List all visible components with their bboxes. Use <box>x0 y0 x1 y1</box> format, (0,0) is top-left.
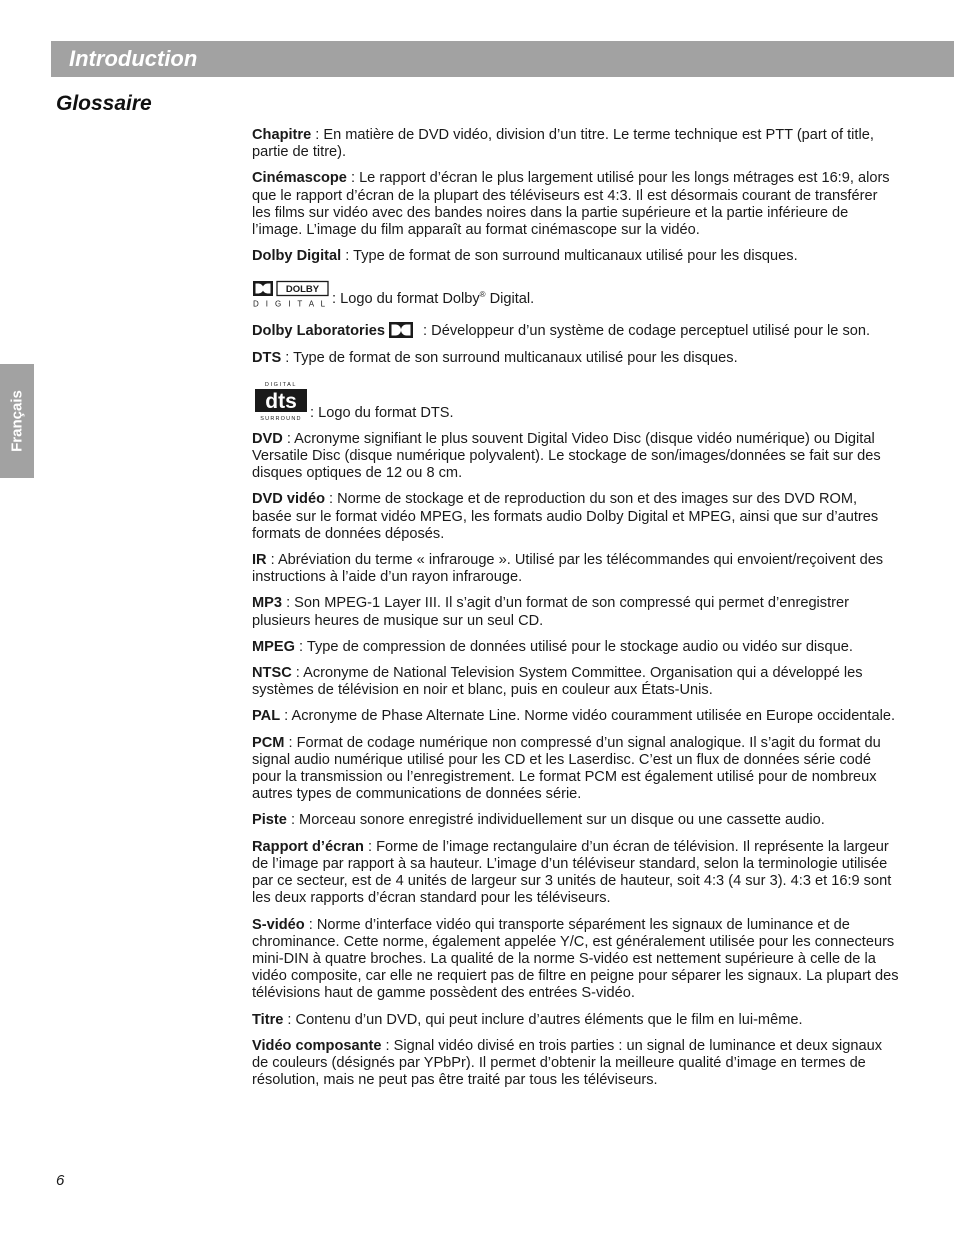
dolby-logo-word: DOLBY <box>285 284 320 296</box>
glossary-definition: : Type de format de son surround multicanaux utilisé pour les disques. <box>341 248 798 265</box>
glossary-definition: : Norme de stockage et de reproduction du son et des images sur des DVD ROM, basée sur le format vidéo MPEG, les formats audio Dolby Digital et MPEG, ainsi que sur d’autres formats de données déposés. <box>252 491 879 542</box>
glossary-term: MPEG <box>252 638 295 655</box>
glossary-definition: : Le rapport d’écran le plus largement utilisé pour les longs métrages est 16:9, alors que le rapport d’écran de la plupart des téléviseurs est 4:3. Il est désormais courant de transférer les films sur vidéo avec des bandes noires dans la partie supérieure et la partie inférieure de l’image. L’image du film apparaît au format cinémascope sur la vidéo. <box>252 170 890 239</box>
glossary-entry-ir <box>252 552 900 586</box>
dolby-logo-digital: D I G I T A L <box>253 299 328 309</box>
glossary-term: PAL <box>252 708 281 725</box>
glossary-term: Rapport d’écran <box>252 838 364 855</box>
glossary-definition: : Norme d’interface vidéo qui transporte séparément les signaux de luminance et de chrominance. Cette norme, également appelée Y/C, est généralement utilisée pour les connecteurs mini-DIN à quatre broches. La qualité de la norme S-vidéo est nettement supérieure à celle de la vidéo composite, car elle ne requiert pas de filtre en peigne pour séparer les signaux. La plupart des télévisions haut de gamme possèdent des entrées S-vidéo. <box>252 916 899 1002</box>
glossary-entry-dolby-digital <box>252 248 900 265</box>
glossary-definition: : Format de codage numérique non compressé d’un signal analogique. Il s’agit du format du signal audio numérique utilisé pour les CD et les Laserdisc. C’est un flux de données série codé pour la transmission ou l’enregistrement. Le format PCM est également utilisé pour de nombreux autres types de communications de données série. <box>252 734 881 803</box>
glossary-entry-mpeg <box>252 639 900 656</box>
glossary-entry-ntsc <box>252 665 900 699</box>
glossary-definition: : Abréviation du terme « infrarouge ». Utilisé par les télécommandes qui envoient/reçoivent des instructions à l’aide d’un rayon infrarouge. <box>252 552 884 586</box>
glossary-term: NTSC <box>252 665 292 682</box>
glossary-term: DVD vidéo <box>252 491 325 508</box>
glossary-definition: : Développeur d’un système de codage perceptuel utilisé pour le son. <box>419 323 871 340</box>
section-title: Introduction <box>69 46 198 71</box>
glossary-entry-chapitre <box>252 127 900 161</box>
dolby-double-d-icon <box>389 322 413 338</box>
glossary-term: Dolby Digital <box>252 248 342 265</box>
dts-logo <box>252 380 310 422</box>
dts-logo-word: dts <box>265 389 297 413</box>
glossary-entry-pal <box>252 708 900 725</box>
glossary-term: Piste <box>252 812 287 829</box>
glossary-definition: : Type de format de son surround multicanaux utilisé pour les disques. <box>281 349 738 366</box>
language-tab-label: Français <box>8 390 26 452</box>
page-title: Glossaire <box>56 92 152 115</box>
section-header-bar <box>51 41 954 77</box>
glossary-term: PCM <box>252 734 285 751</box>
glossary-term: Cinémascope <box>252 170 347 187</box>
dolby-logo-caption: : Logo du format Dolby® Digital. <box>332 290 535 308</box>
glossary-term: MP3 <box>252 595 283 612</box>
glossary-term: Vidéo composante <box>252 1037 382 1054</box>
glossary-definition: : Forme de l’image rectangulaire d’un écran de télévision. Il représente la largeur de l’image par rapport à sa hauteur. L’image d’un téléviseur standard, selon la terminologie utilisée par ce secteur, est de 4 unités de largeur sur 3 unités de hauteur, soit 4:3 (4 sur 3). 4:3 et 16:9 sont les deux rapports d’écran standard pour les téléviseurs. <box>252 838 892 907</box>
dts-logo-bottom: SURROUND <box>260 415 302 422</box>
glossary-term: IR <box>252 552 267 569</box>
glossary-entry-video-composante <box>252 1038 900 1090</box>
glossary-definition: : Acronyme de Phase Alternate Line. Norme vidéo couramment utilisée en Europe occidentale. <box>280 708 896 725</box>
glossary-list <box>252 127 900 1098</box>
glossary-entry-mp3 <box>252 595 900 629</box>
glossary-term: Titre <box>252 1011 284 1028</box>
glossary-definition: : Acronyme signifiant le plus souvent Digital Video Disc (disque vidéo numérique) ou Digital Versatile Disc (disque numérique polyvalent). Le stockage de son/images/données se fait sur des disques optiques de 12 ou 8 cm. <box>252 430 881 482</box>
glossary-term: DTS <box>252 349 282 366</box>
glossary-definition: : En matière de DVD vidéo, division d’un titre. Le terme technique est PTT (part of title, partie de titre). <box>252 127 874 161</box>
glossary-term: S-vidéo <box>252 916 305 933</box>
language-tab <box>0 364 34 478</box>
glossary-definition: : Son MPEG-1 Layer III. Il s’agit d’un format de son compressé qui permet d’enregistrer plusieurs heures de musique sur un seul CD. <box>252 595 849 629</box>
glossary-definition: : Morceau sonore enregistré individuellement sur un disque ou une cassette audio. <box>286 812 825 829</box>
glossary-entry-dvd-video <box>252 491 900 543</box>
glossary-term: Dolby Laboratories <box>252 323 385 340</box>
glossary-definition: : Signal vidéo divisé en trois parties : un signal de luminance et deux signaux de couleurs (désignés par YPbPr). Il permet d’obtenir la meilleure qualité d’image en termes de résolution, mais ne peut pas être traité par tous les téléviseurs. <box>252 1037 883 1089</box>
glossary-entry-s-video <box>252 917 900 1003</box>
glossary-entry-cinemascope <box>252 170 900 239</box>
glossary-entry-dvd <box>252 431 900 483</box>
glossary-entry-rapport-ecran <box>252 839 900 908</box>
glossary-entry-dolby-labs <box>252 322 900 340</box>
glossary-term: DVD <box>252 430 283 447</box>
page-number: 6 <box>56 1172 65 1189</box>
dts-logo-line <box>252 380 900 422</box>
glossary-definition: : Type de compression de données utilisé pour le stockage audio ou vidéo sur disque. <box>294 638 853 655</box>
glossary-definition: : Contenu d’un DVD, qui peut inclure d’autres éléments que le film en lui-même. <box>283 1011 803 1028</box>
glossary-entry-piste <box>252 812 900 829</box>
glossary-entry-dts <box>252 350 900 367</box>
glossary-term: Chapitre <box>252 127 312 143</box>
dolby-logo-line <box>252 280 900 308</box>
glossary-definition: : Acronyme de National Television System Committee. Organisation qui a développé les systèmes de télévision en noir et blanc, puis en couleur aux États-Unis. <box>252 665 863 699</box>
dts-logo-caption: : Logo du format DTS. <box>310 404 454 421</box>
glossary-entry-titre <box>252 1012 900 1029</box>
dts-logo-top: DIGITAL <box>264 381 298 388</box>
dolby-digital-logo <box>252 280 332 308</box>
glossary-entry-pcm <box>252 735 900 804</box>
